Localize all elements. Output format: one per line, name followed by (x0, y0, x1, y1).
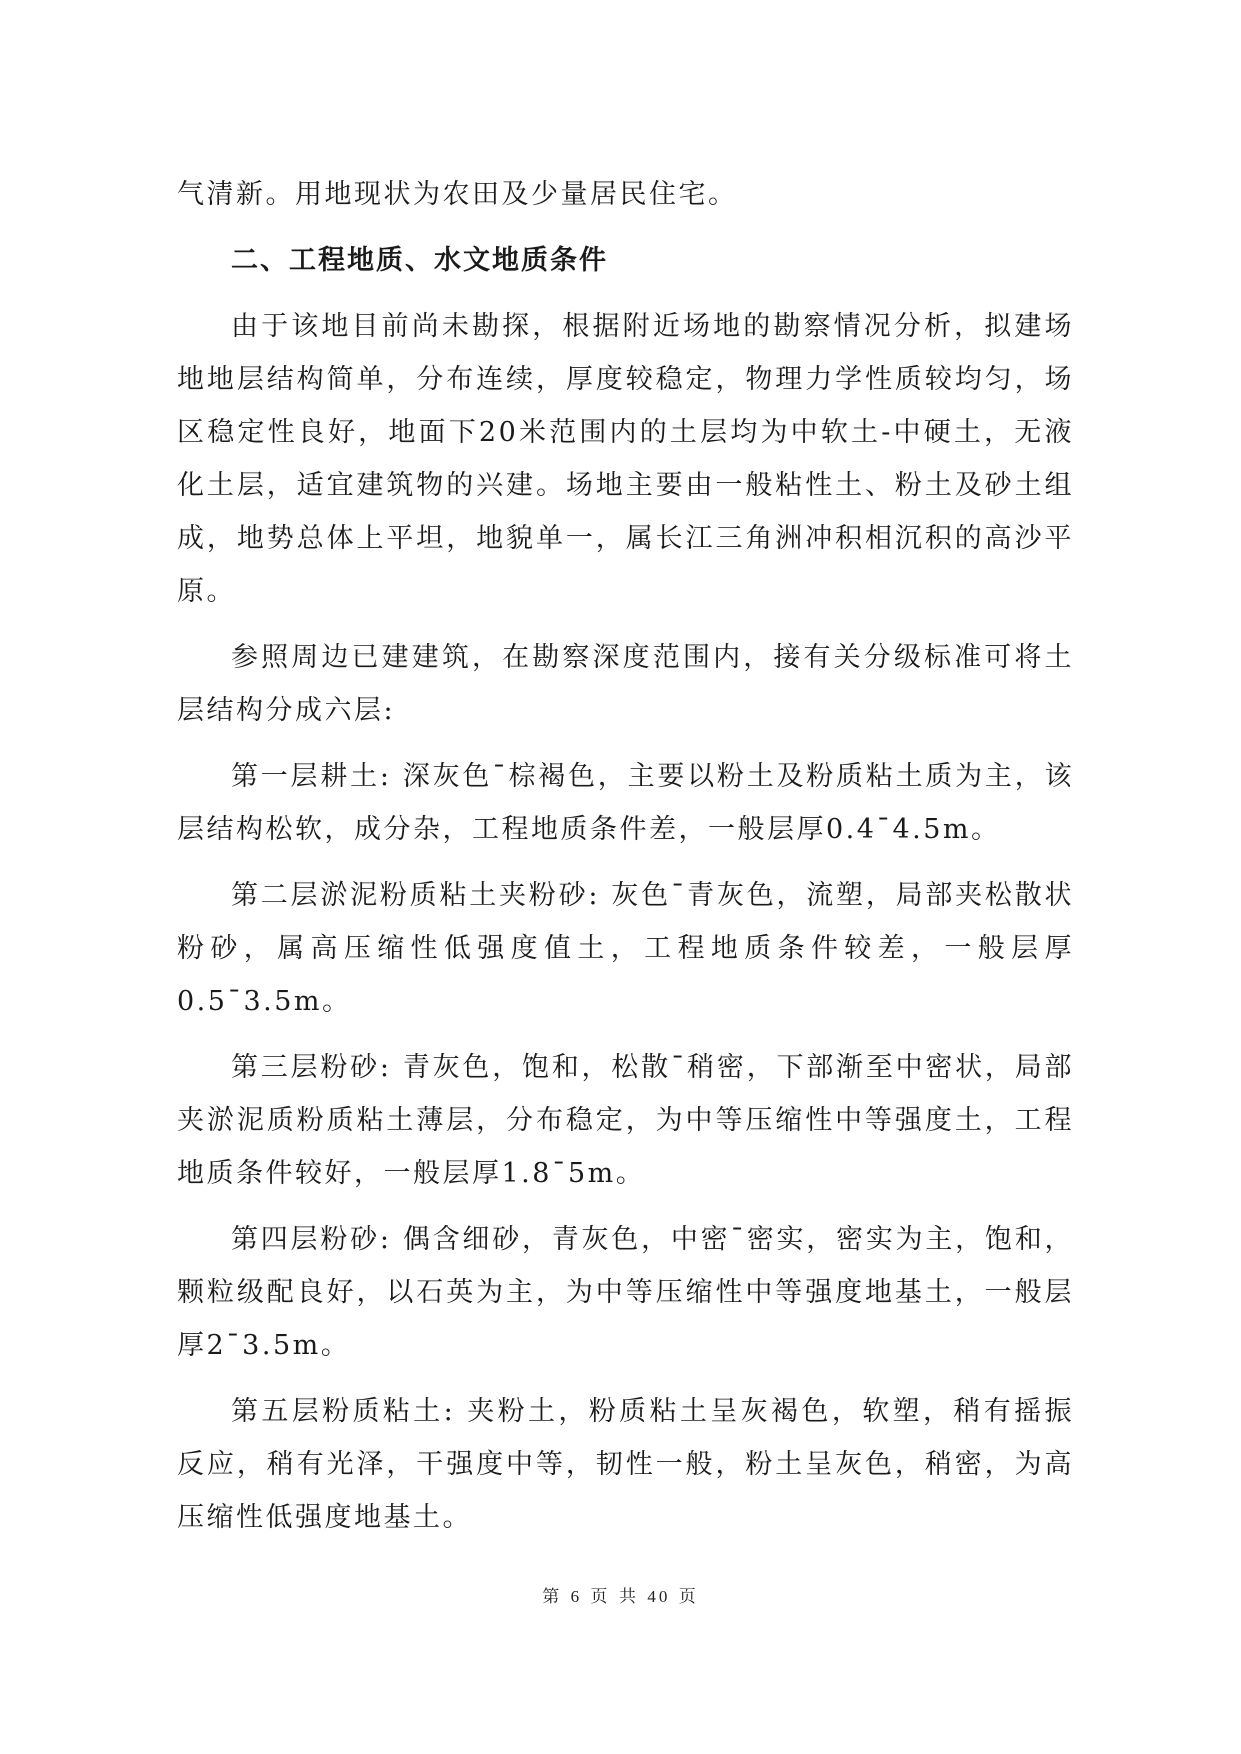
paragraph-layer-intro: 参照周边已建建筑，在勘察深度范围内，接有关分级标准可将土层结构分成六层: (177, 642, 1074, 726)
paragraph-continuation: 气清新。用地现状为农田及少量居民住宅。 (177, 179, 738, 210)
paragraph-layer-5: 第五层粉质粘土: 夹粉土，粉质粘土呈灰褐色，软塑，稍有摇振反应，稍有光泽，干强度中等，韧性一般，粉土呈灰色，稍密，为高压缩性低强度地基土。 (177, 1396, 1074, 1533)
footer-suffix: 页 (678, 1587, 699, 1607)
section-heading: 二、工程地质、水文地质条件 (231, 245, 608, 276)
footer-prefix: 第 (542, 1587, 563, 1607)
page-footer (0, 1582, 1241, 1607)
paragraph-layer-1: 第一层耕土: 深灰色¯棕褐色，主要以粉土及粉质粘土质为主，该层结构松软，成分杂，工程地质条件差，一般层厚0.4¯4.5m。 (177, 761, 1074, 845)
footer-page-number: 6 (570, 1587, 583, 1606)
footer-middle: 页 共 (590, 1587, 639, 1607)
paragraph-layer-4: 第四层粉砂: 偶含细砂，青灰色，中密¯密实，密实为主，饱和，颗粒级配良好，以石英为主，为中等压缩性中等强度地基土，一般层厚2¯3.5m。 (177, 1224, 1074, 1361)
paragraph-site-overview: 由于该地目前尚未勘探，根据附近场地的勘察情况分析，拟建场地地层结构简单，分布连续，厚度较稳定，物理力学性质较均匀，场区稳定性良好，地面下20米范围内的土层均为中软土-中硬土，无液化土层，适宜建筑物的兴建。场地主要由一般粘性土、粉土及砂土组成，地势总体上平坦，地貌单一，属长江三角洲冲积相沉积的高沙平原。 (177, 311, 1074, 607)
footer-total-pages: 40 (647, 1587, 671, 1606)
document-body (177, 168, 1074, 1557)
paragraph-layer-2: 第二层淤泥粉质粘土夹粉砂: 灰色¯青灰色，流塑，局部夹松散状粉砂，属高压缩性低强度值土，工程地质条件较差，一般层厚0.5¯3.5m。 (177, 880, 1074, 1017)
paragraph-layer-3: 第三层粉砂: 青灰色，饱和，松散¯稍密，下部渐至中密状，局部夹淤泥质粉质粘土薄层，分布稳定，为中等压缩性中等强度土，工程地质条件较好，一般层厚1.8¯5m。 (177, 1052, 1074, 1189)
